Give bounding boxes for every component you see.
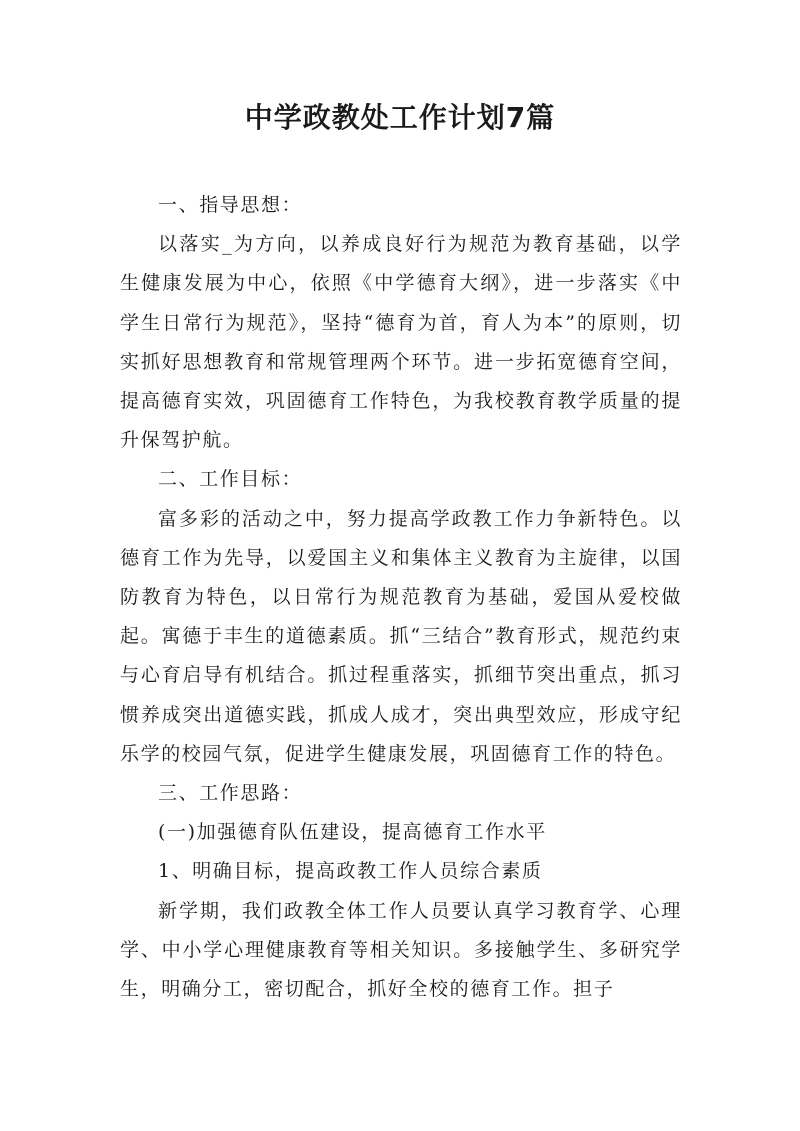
paragraph: 新学期，我们政教全体工作人员要认真学习教育学、心理学、中小学心理健康教育等相关知识。多接触学生、多研究学生，明确分工，密切配合，抓好全校的德育工作。担子 — [120, 899, 682, 1001]
section-heading-work-approach: 三、工作思路： — [158, 782, 303, 805]
document-body — [120, 186, 682, 1009]
paragraph: 以落实_为方向，以养成良好行为规范为教育基础，以学生健康发展为中心，依照《中学德育大纲》，进一步落实《中学生日常行为规范》，坚持“德育为首，育人为本”的原则，切实抓好思想教育和常规管理两个环节。进一步拓宽德育空间，提高德育实效，巩固德育工作特色，为我校教育教学质量的提升保驾护航。 — [120, 233, 682, 452]
section-heading-guiding-thought: 一、指导思想： — [158, 194, 303, 216]
subsection-heading: 1、明确目标，提高政教工作人员综合素质 — [158, 860, 543, 883]
paragraph: 富多彩的活动之中，努力提高学政教工作力争新特色。以德育工作为先导，以爱国主义和集体主义教育为主旋律，以国防教育为特色，以日常行为规范教育为基础，爱国从爱校做起。寓德于丰生的道德素质。抓“三结合”教育形式，规范约束与心育启导有机结合。抓过程重落实，抓细节突出重点，抓习惯养成突出道德实践，抓成人成才，突出典型效应，形成守纪乐学的校园气氛，促进学生健康发展，巩固德育工作的特色。 — [120, 507, 682, 765]
subsection-heading: (一)加强德育队伍建设，提高德育工作水平 — [158, 821, 547, 844]
section-heading-work-goals: 二、工作目标： — [158, 468, 303, 491]
document-title: 中学政教处工作计划7篇 — [244, 101, 556, 134]
